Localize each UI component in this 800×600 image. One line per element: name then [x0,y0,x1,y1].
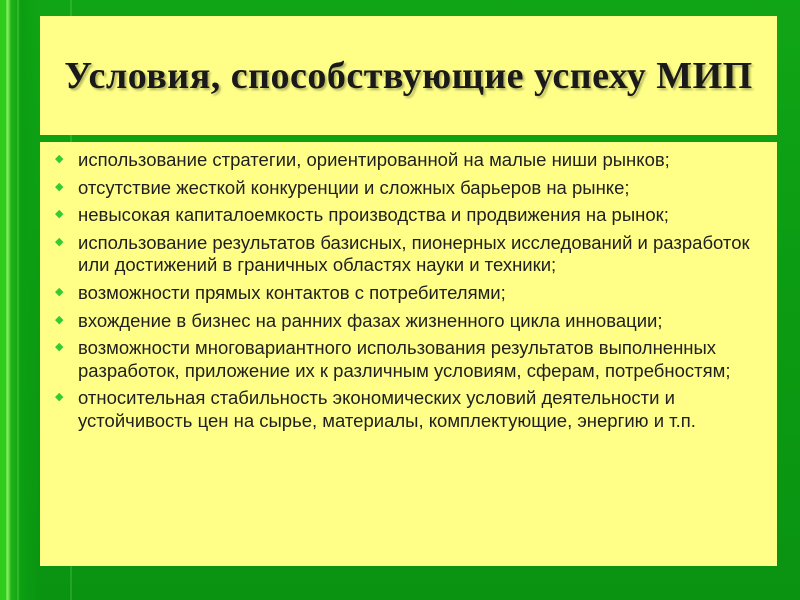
bullet-text: невысокая капиталоемкость производства и продвижения на рынок; [78,204,669,226]
diamond-bullet-icon: ◆ [55,341,64,354]
diamond-bullet-icon: ◆ [55,153,64,165]
list-item [54,387,765,432]
diamond-bullet-icon: ◆ [55,208,64,221]
slide-title: Условия, способствующие успеху МИП [64,54,753,97]
background-stripe [17,0,19,600]
list-item [54,204,765,227]
diamond-bullet-icon: ◆ [55,235,64,248]
background-stripe [6,0,8,600]
title-box [40,16,777,135]
bullet-text: использование стратегии, ориентированной на малые ниши рынков; [78,149,670,170]
list-item [54,177,765,200]
bullet-text: возможности прямых контактов с потребителями; [78,281,506,303]
list-item [54,232,765,277]
bullet-text: вхождение в бизнес на ранних фазах жизненного цикла инновации; [78,309,663,331]
content-box [40,142,777,566]
list-item [54,282,765,305]
bullet-list [54,149,765,433]
list-item [54,149,765,172]
bullet-text: использование результатов базисных, пионерных исследований и разработок или достижений в граничных областях науки и техники; [78,231,750,276]
bullet-text: возможности многовариантного использования результатов выполненных разработок, приложение их к различным условиям, сферам, потребностям; [78,337,731,381]
list-item [54,337,765,382]
bullet-text: относительная стабильность экономических условий деятельности и устойчивость цен на сырье, материалы, комплектующие, энергию и т.п. [78,387,696,431]
diamond-bullet-icon: ◆ [55,313,64,326]
diamond-bullet-icon: ◆ [55,391,64,404]
bullet-text: отсутствие жесткой конкуренции и сложных барьеров на рынке; [78,176,630,198]
diamond-bullet-icon: ◆ [55,285,64,298]
diamond-bullet-icon: ◆ [55,180,64,193]
list-item [54,310,765,333]
